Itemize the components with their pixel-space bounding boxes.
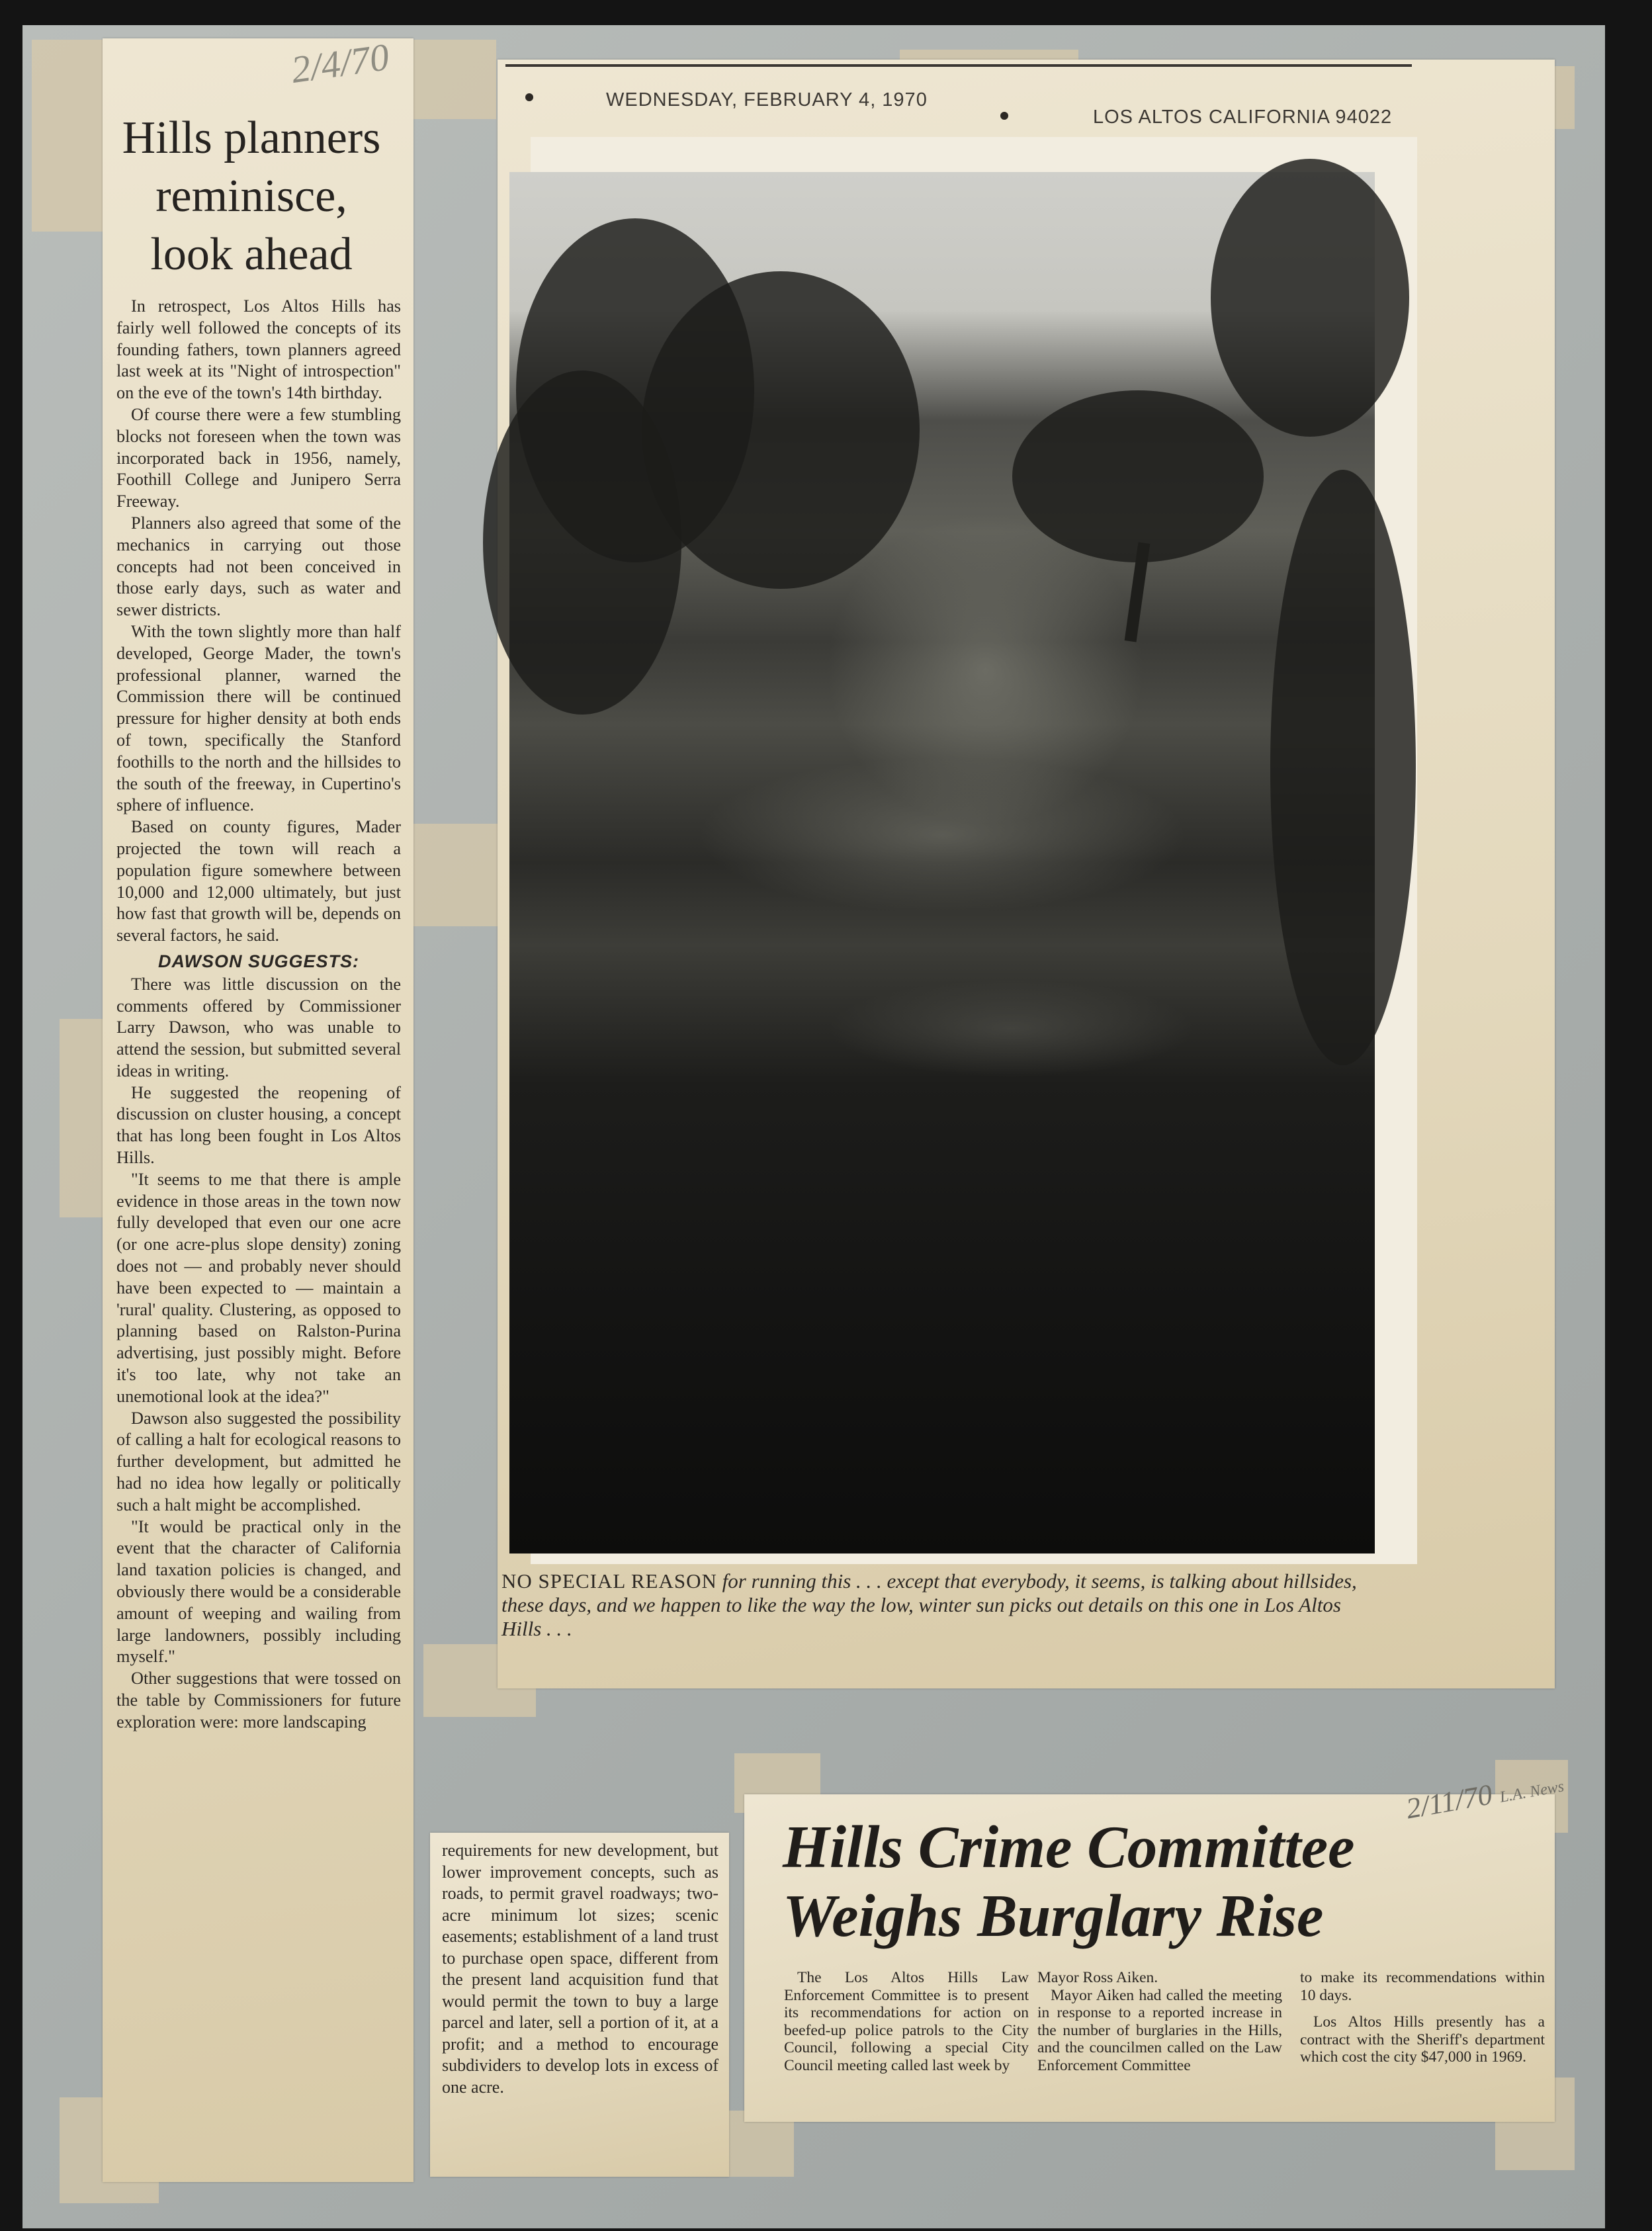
article-paragraph: to make its recommendations within 10 days. bbox=[1300, 1969, 1545, 2004]
article-paragraph: Other suggestions that were tossed on the table by Commissioners for future exploration were: more landscaping bbox=[116, 1669, 401, 1731]
handwritten-source: L.A. News bbox=[1498, 1778, 1565, 1806]
hillside-photograph bbox=[509, 172, 1375, 1553]
bullet-dot bbox=[1000, 112, 1008, 120]
article-continuation-text: requirements for new development, but lower improvement concepts, such as roads, to permit gravel roadways; two-acre minimum lot sizes; scenic easements; establishment of a land trust to purchase open space, different from the present land acquisition fund that would permit the town to buy a large parcel and later, sell a portion of it, at a profit; and a method to encourage subdividers to develop lots in excess of one acre. bbox=[442, 1841, 718, 2097]
article-body-column bbox=[116, 296, 401, 1733]
tree-canopy bbox=[1012, 390, 1264, 562]
article-paragraph: The Los Altos Hills Law Enforcement Committee is to present its recommendations for action on beefed-up police patrols to the City Council, following a special City Council meeting called last week by bbox=[784, 1969, 1029, 2074]
handwritten-date-note: 2/4/70 bbox=[288, 35, 392, 91]
article-paragraph: Of course there were a few stumbling blocks not foreseen when the town was incorporated back in 1956, namely, Foothill College and Junipero Serra Freeway. bbox=[116, 404, 401, 511]
tree-canopy bbox=[642, 271, 920, 589]
headline-line: Hills planners bbox=[122, 112, 381, 163]
tree-canopy bbox=[1270, 470, 1416, 1065]
article-column bbox=[1037, 1969, 1282, 2074]
headline-line: Weighs Burglary Rise bbox=[783, 1882, 1324, 1949]
article-paragraph: Mayor Aiken had called the meeting in response to a reported increase in the number of burglaries in the Hills, and the councilmen called on the Law Enforcement Committee bbox=[1037, 1986, 1282, 2074]
tape-strip bbox=[405, 824, 511, 926]
article-paragraph: "It would be practical only in the event that the character of California land taxation policies is changed, and obviously there would be a considerable amount of weeping and wailing from large landowners, possibly including myself." bbox=[116, 1516, 401, 1667]
article-paragraph: "It seems to me that there is ample evidence in those areas in the town now fully developed that even our one acre (or one acre-plus slope density) zoning does not — and probably never should have been expected to — maintain a 'rural' quality. Clustering, as opposed to planning based on Ralston-Purina advertising, just possibly might. Before it's too late, why not take an unemotional look at the idea?" bbox=[116, 1169, 401, 1406]
tape-strip bbox=[410, 40, 496, 119]
tree-canopy bbox=[483, 371, 681, 715]
masthead-place: LOS ALTOS CALIFORNIA 94022 bbox=[1093, 107, 1393, 128]
tree-canopy bbox=[1211, 159, 1409, 437]
article-column bbox=[1300, 1969, 1545, 2066]
caption-lead: NO SPECIAL REASON bbox=[501, 1569, 717, 1593]
article-headline-crime bbox=[783, 1813, 1510, 1950]
article-paragraph: Planners also agreed that some of the mechanics in carrying out those concepts had not been conceived in those early days, such as water and sewer districts. bbox=[116, 513, 401, 620]
masthead-date: WEDNESDAY, FEBRUARY 4, 1970 bbox=[606, 89, 928, 110]
headline-line: reminisce, bbox=[155, 171, 347, 222]
photo-caption bbox=[501, 1569, 1381, 1641]
article-subhead: DAWSON SUGGESTS: bbox=[157, 951, 360, 971]
article-paragraph: Mayor Ross Aiken. bbox=[1037, 1969, 1158, 1986]
article-column bbox=[784, 1969, 1029, 2074]
article-paragraph: Los Altos Hills presently has a contract with the Sheriff's department which cost the city $47,000 in 1969. bbox=[1300, 2013, 1545, 2066]
headline-line: Hills Crime Committee bbox=[783, 1814, 1355, 1880]
headline-line: look ahead bbox=[150, 229, 353, 280]
article-paragraph: In retrospect, Los Altos Hills has fairly well followed the concepts of its founding fathers, town planners agreed last week at its "Night of introspection" on the eve of the town's 14th birthday. bbox=[116, 296, 401, 403]
newspaper-masthead bbox=[505, 64, 1412, 143]
article-paragraph: There was little discussion on the comments offered by Commissioner Larry Dawson, who was unable to attend the session, but submitted several ideas in writing. bbox=[116, 974, 401, 1080]
handwritten-date: 2/11/70 bbox=[1403, 1778, 1495, 1825]
article-paragraph: Based on county figures, Mader projected the town will reach a population figure somewhere between 10,000 and 12,000 ultimately, but just how fast that growth will be, depends on several factors, he said. bbox=[116, 817, 401, 945]
tape-strip bbox=[32, 40, 105, 232]
article-paragraph: With the town slightly more than half developed, George Mader, the town's professional planner, warned the Commission there will be continued pressure for higher density at both ends of town, specifically the Stanford foothills to the north and the hillsides to the south of the freeway, in Cupertino's sphere of influence. bbox=[116, 621, 401, 815]
caption-text: for running this . . . except that everybody, it seems, is talking about hillsides, these days, and we happen to like the way the low, winter sun picks out details on this one in Los Altos Hills . . . bbox=[501, 1569, 1357, 1640]
article-paragraph: Dawson also suggested the possibility of calling a halt for ecological reasons to further development, but admitted he had no idea how legally or politically such a halt might be accomplished. bbox=[116, 1408, 401, 1514]
bullet-dot bbox=[525, 93, 533, 101]
article-paragraph: He suggested the reopening of discussion on cluster housing, a concept that has long been fought in Los Altos Hills. bbox=[116, 1082, 401, 1168]
article-headline-planners bbox=[106, 109, 397, 284]
